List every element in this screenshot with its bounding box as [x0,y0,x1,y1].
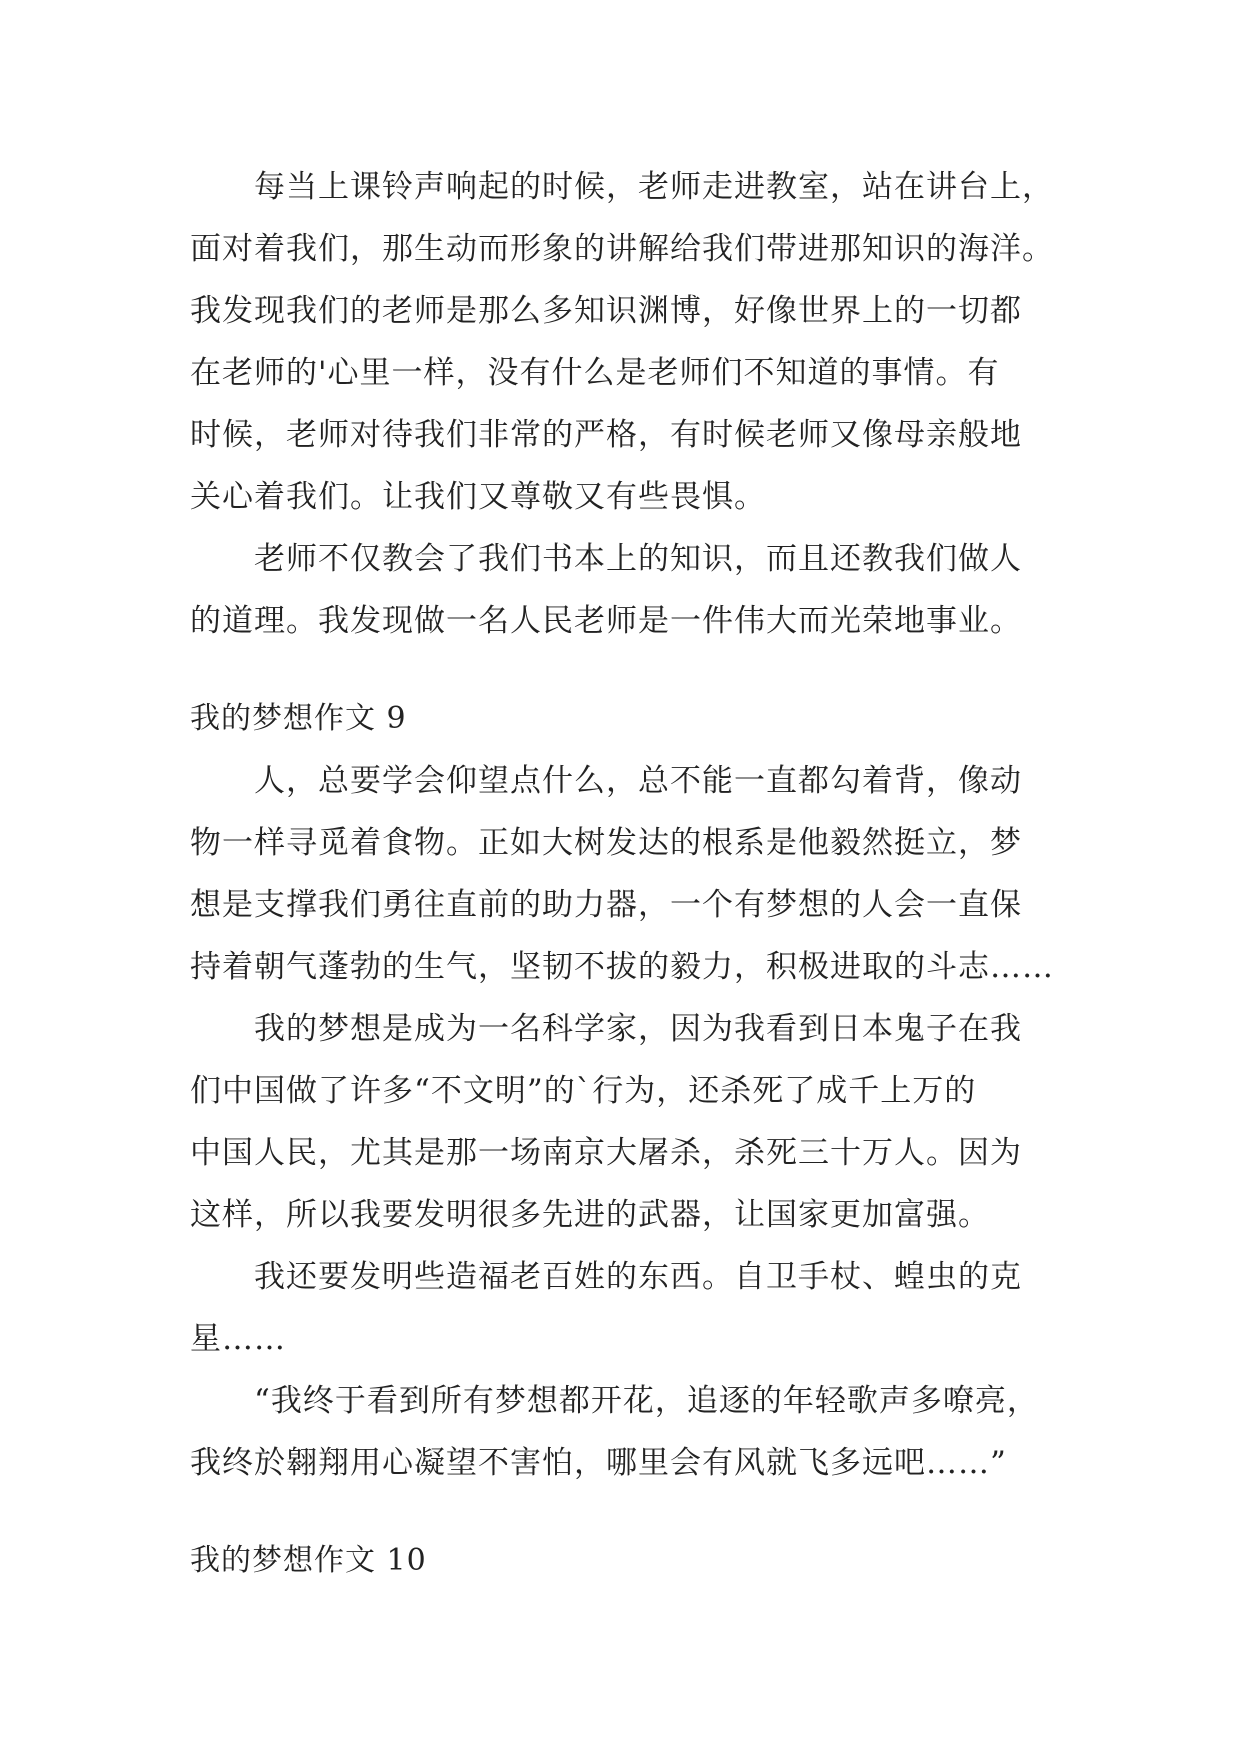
paragraph-line: 星…… [190,1321,286,1357]
paragraph-line: 老师不仅教会了我们书本上的知识，而且还教我们做人 [254,541,1022,577]
paragraph-line: 我还要发明些造福老百姓的东西。自卫手杖、蝗虫的克 [254,1259,1022,1295]
paragraph-line: 持着朝气蓬勃的生气，坚韧不拔的毅力，积极进取的斗志…… [190,949,1054,985]
paragraph-line: 物一样寻觅着食物。正如大树发达的根系是他毅然挺立，梦 [190,825,1022,861]
paragraph-line: 想是支撑我们勇往直前的助力器，一个有梦想的人会一直保 [190,887,1022,923]
paragraph-line: 关心着我们。让我们又尊敬又有些畏惧。 [190,479,766,515]
paragraph-line: 这样，所以我要发明很多先进的武器，让国家更加富强。 [190,1197,990,1233]
paragraph-line: 我的梦想是成为一名科学家，因为我看到日本鬼子在我 [254,1011,1022,1047]
paragraph-line: 的道理。我发现做一名人民老师是一件伟大而光荣地事业。 [190,603,1022,639]
paragraph-line: 中国人民，尤其是那一场南京大屠杀，杀死三十万人。因为 [190,1135,1022,1171]
paragraph-line: 人，总要学会仰望点什么，总不能一直都勾着背，像动 [254,763,1022,799]
section-heading: 我的梦想作文 9 [190,701,407,736]
paragraph-line: 面对着我们，那生动而形象的讲解给我们带进那知识的海洋。 [190,231,1054,267]
paragraph-line: 在老师的'心里一样，没有什么是老师们不知道的事情。有 [190,355,1000,391]
paragraph-line: 每当上课铃声响起的时候，老师走进教室，站在讲台上， [254,169,1054,205]
paragraph-line: 们中国做了许多“不文明”的`行为，还杀死了成千上万的 [190,1073,977,1109]
paragraph-line: 我终於翱翔用心凝望不害怕，哪里会有风就飞多远吧……” [190,1445,1007,1481]
paragraph-line: 我发现我们的老师是那么多知识渊博，好像世界上的一切都 [190,293,1022,329]
paragraph-line: 时候，老师对待我们非常的严格，有时候老师又像母亲般地 [190,417,1022,453]
section-heading: 我的梦想作文 10 [190,1543,427,1578]
paragraph-line: “我终于看到所有梦想都开花，追逐的年轻歌声多嘹亮， [254,1383,1039,1419]
